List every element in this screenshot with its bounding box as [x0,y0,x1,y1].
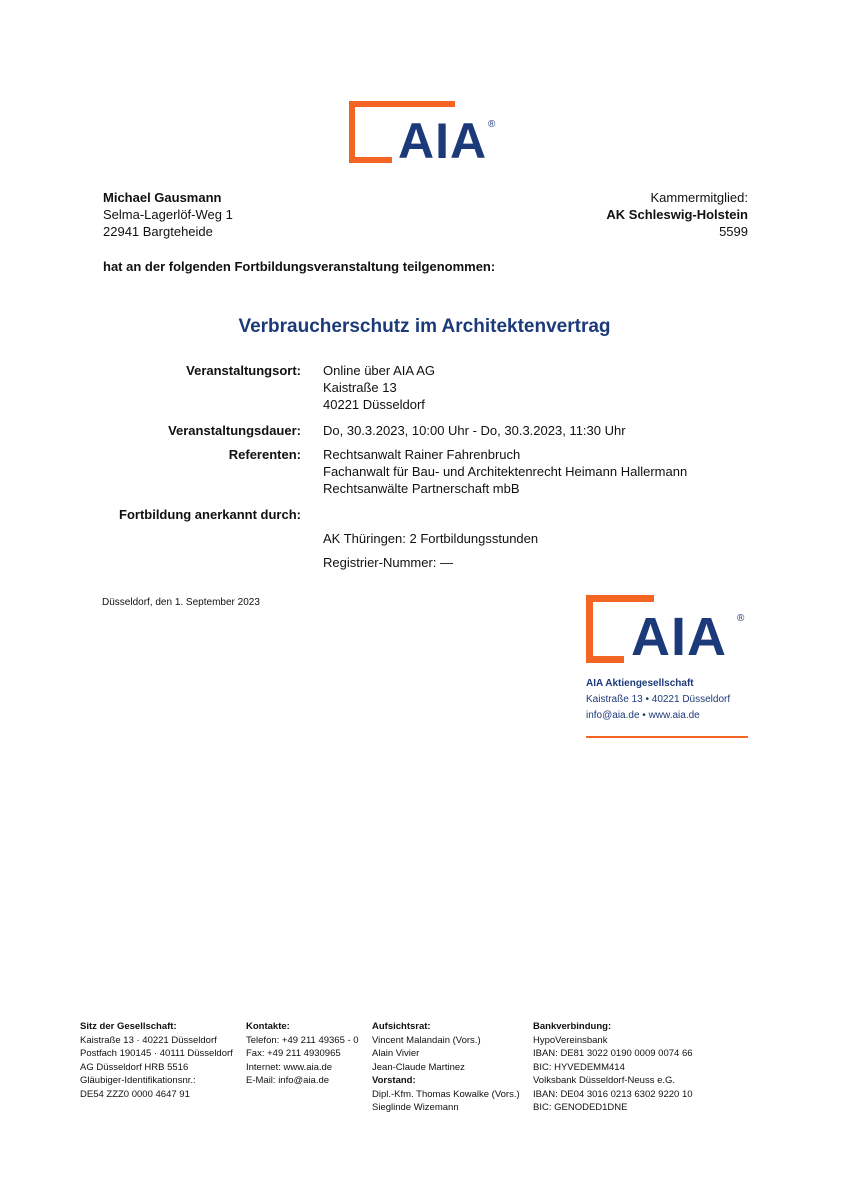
footer-line: Vincent Malandain (Vors.) [372,1034,481,1046]
location-line: Online über AIA AG [323,363,436,378]
stamp-company: AIA Aktiengesellschaft [586,678,694,689]
footer-heading: Sitz der Gesellschaft: [80,1021,177,1032]
logo-bracket-top [349,101,455,107]
footer-line: Jean-Claude Martinez [372,1061,465,1073]
logo-bracket-left [349,101,355,163]
footer-line: Postfach 190145 · 40111 Düsseldorf [80,1048,233,1059]
footer-line: Alain Vivier [372,1048,420,1059]
footer-line: Volksbank Düsseldorf-Neuss e.G. [533,1075,676,1086]
location-line: 40221 Düsseldorf [323,397,425,412]
recognition-value: AK Thüringen: 2 Fortbildungsstunden [323,531,539,546]
course-title: Verbraucherschutz im Architektenvertrag [238,316,611,337]
stamp-bracket-bottom [586,656,624,663]
intro-text: hat an der folgenden Fortbildungsveranstaltung teilgenommen: [103,259,496,274]
dateline: Düsseldorf, den 1. September 2023 [102,597,260,608]
footer-line: Fax: +49 211 4930965 [246,1048,341,1059]
speaker-line: Rechtsanwälte Partnerschaft mbB [323,481,520,496]
membership-label: Kammermitglied: [650,190,748,205]
footer-line: DE54 ZZZ0 0000 4647 91 [80,1088,190,1100]
speaker-line: Fachanwalt für Bau- und Architektenrecht Heimann Hallermann [323,464,688,479]
location-value [323,362,435,413]
footer-company [80,1020,233,1101]
speakers-value [323,446,687,497]
stamp-rule [586,736,748,738]
footer-line: Internet: www.aia.de [246,1061,333,1073]
footer-line: HypoVereinsbank [533,1034,608,1046]
aia-logo [349,101,501,169]
logo-bracket-bottom [349,157,392,163]
duration-label: Veranstaltungsdauer: [168,423,301,438]
membership-number: 5599 [719,224,748,239]
footer-heading: Kontakte: [246,1021,290,1032]
location-label: Veranstaltungsort: [186,363,301,378]
stamp-logo-text: AIA [631,607,727,667]
recognition-label: Fortbildung anerkannt durch: [119,507,301,522]
footer-line: Sieglinde Wizemann [372,1102,459,1113]
footer-line: Gläubiger-Identifikationsnr.: [80,1075,196,1086]
chamber-membership [606,189,748,240]
registered-mark: ® [488,119,496,130]
participant-address [103,189,233,240]
registration-number: Registrier-Nummer: — [323,555,454,570]
stamp-bracket-top [586,595,654,602]
duration-value: Do, 30.3.2023, 10:00 Uhr - Do, 30.3.2023, 11:30 Uhr [323,423,626,438]
stamp-contact: info@aia.de • www.aia.de [586,710,700,721]
speakers-label: Referenten: [228,447,301,462]
footer-heading: Bankverbindung: [533,1021,612,1032]
footer-bank [533,1020,693,1115]
footer-line: Kaistraße 13 · 40221 Düsseldorf [80,1034,217,1046]
footer-line: IBAN: DE81 3022 0190 0009 0074 66 [533,1048,693,1059]
footer-line: BIC: GENODED1DNE [533,1102,628,1113]
speaker-line: Rechtsanwalt Rainer Fahrenbruch [323,447,521,462]
stamp-address: Kaistraße 13 • 40221 Düsseldorf [586,694,731,705]
footer-line: IBAN: DE04 3016 0213 6302 9220 10 [533,1088,693,1100]
stamp-bracket-left [586,595,593,663]
footer-heading: Aufsichtsrat: [372,1021,431,1032]
footer-subheading: Vorstand: [372,1075,416,1086]
participant-street: Selma-Lagerlöf-Weg 1 [103,207,233,222]
membership-chamber: AK Schleswig-Holstein [606,207,748,222]
location-line: Kaistraße 13 [323,380,397,395]
footer-contacts [246,1020,359,1088]
footer-line: Telefon: +49 211 49365 - 0 [246,1034,359,1046]
footer-line: BIC: HYVEDEMM414 [533,1061,625,1073]
footer-board [372,1020,520,1115]
footer-line: Dipl.-Kfm. Thomas Kowalke (Vors.) [372,1088,520,1100]
footer-line: AG Düsseldorf HRB 5516 [80,1061,189,1073]
participant-name: Michael Gausmann [103,190,222,205]
participant-city: 22941 Bargteheide [103,224,213,239]
footer-line: E-Mail: info@aia.de [246,1075,330,1086]
logo-text: AIA [398,113,488,169]
stamp-registered-mark: ® [737,613,745,624]
company-stamp [586,595,750,745]
